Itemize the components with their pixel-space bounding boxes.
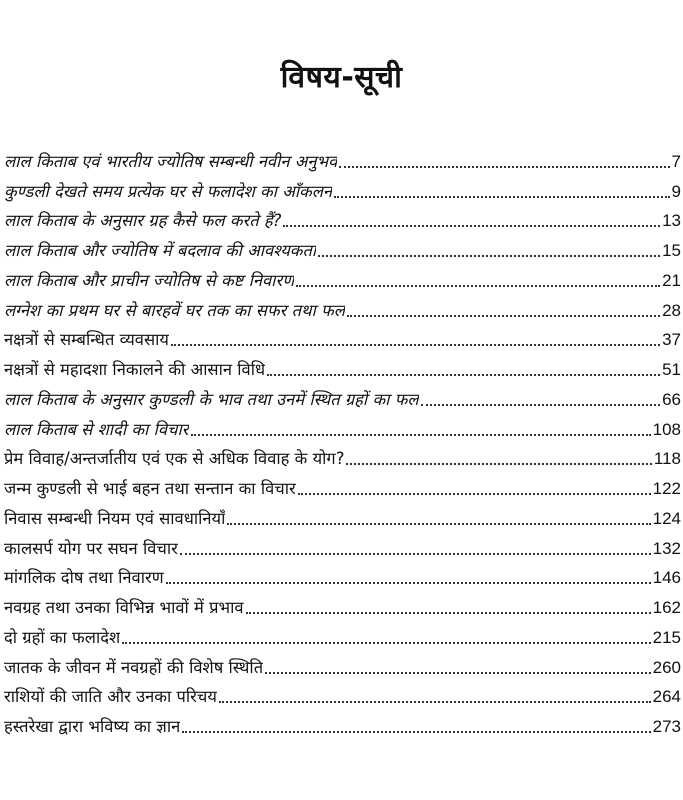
dot-leader [346, 463, 651, 465]
toc-entry [4, 619, 681, 649]
toc-page-number: 37 [662, 330, 681, 350]
dot-leader [246, 612, 651, 614]
dot-leader [182, 731, 650, 733]
toc-entry [4, 262, 681, 292]
dot-leader [171, 344, 660, 346]
toc-entry [4, 173, 681, 203]
dot-leader [265, 672, 651, 674]
toc-entry [4, 679, 681, 709]
toc-entry-title: मांगलिक दोष तथा निवारण [4, 568, 164, 588]
toc-entry-title: कुण्डली देखते समय प्रत्येक घर से फलादेश का आँकलन [4, 181, 333, 201]
toc-page-number: 108 [652, 419, 681, 439]
toc-page-number: 215 [652, 627, 681, 647]
toc-entry [4, 560, 681, 590]
toc-page-number: 122 [652, 479, 681, 498]
toc-entry [4, 322, 681, 352]
toc-page-number: 146 [652, 568, 681, 588]
toc-page-number: 162 [652, 598, 681, 617]
toc-entry [4, 649, 681, 679]
toc-entry [4, 411, 681, 441]
toc-page-number: 13 [662, 211, 681, 231]
toc-entry [4, 530, 681, 560]
toc-entry-title: जातक के जीवन में नवग्रहों की विशेष स्थिति [4, 657, 264, 677]
dot-leader [421, 404, 661, 406]
toc-page-number: 273 [652, 717, 681, 736]
toc-entry [4, 708, 681, 738]
dot-leader [318, 255, 660, 257]
dot-leader [296, 285, 660, 287]
dot-leader [180, 553, 651, 555]
toc-entry [4, 351, 681, 381]
dot-leader [166, 582, 651, 584]
toc-page-number: 21 [662, 270, 681, 290]
page-title: विषय-सूची [280, 60, 403, 95]
toc-page-number: 15 [662, 241, 681, 260]
dot-leader [298, 493, 651, 495]
toc-entry-title: प्रेम विवाह/अन्तर्जातीय एवं एक से अधिक विवाह के योग? [4, 449, 345, 469]
toc-entry [4, 441, 681, 471]
toc-entry-title: लाल किताब और प्राचीन ज्योतिष से कष्ट निवारण [4, 270, 295, 290]
toc-page-number: 132 [652, 538, 681, 558]
toc-entry-title: कालसर्प योग पर सघन विचार [4, 538, 178, 558]
dot-leader [227, 523, 650, 525]
toc-entry [4, 589, 681, 619]
toc-entry [4, 500, 681, 530]
toc-entry-title: नक्षत्रों से महादशा निकालने की आसान विधि [4, 360, 266, 379]
toc-entry-title: नवग्रह तथा उनका विभिन्न भावों में प्रभाव [4, 598, 244, 617]
toc-page-number: 264 [652, 687, 681, 707]
toc-page-number: 7 [671, 151, 681, 171]
toc-page-number: 124 [652, 508, 681, 528]
toc-entry-title: लाल किताब के अनुसार ग्रह कैसे फल करते हैं? [4, 211, 282, 231]
dot-leader [283, 225, 660, 227]
dot-leader [267, 374, 660, 376]
toc-entry-title: लाल किताब एवं भारतीय ज्योतिष सम्बन्धी नवीन अनुभव [4, 151, 338, 171]
dot-leader [122, 642, 650, 644]
toc-entry-title: राशियों की जाति और उनका परिचय [4, 687, 217, 707]
toc-entry-title: हस्तरेखा द्वारा भविष्य का ज्ञान [4, 717, 181, 736]
dot-leader [219, 701, 651, 703]
toc-entry-title: नक्षत्रों से सम्बन्धित व्यवसाय [4, 330, 169, 350]
toc-page-number: 28 [662, 300, 681, 320]
toc-entry-title: लाल किताब के अनुसार कुण्डली के भाव तथा उनमें स्थित ग्रहों का फल [4, 389, 419, 409]
toc-page-number: 260 [652, 657, 681, 677]
toc-entry-title: जन्म कुण्डली से भाई बहन तथा सन्तान का विचार [4, 479, 296, 498]
dot-leader [347, 315, 660, 317]
toc-entry [4, 203, 681, 233]
toc-entry-title: लाल किताब और ज्योतिष में बदलाव की आवश्यकता [4, 241, 317, 260]
toc-entry [4, 143, 681, 173]
toc-entry-title: निवास सम्बन्धी नियम एवं सावधानियाँ [4, 508, 226, 528]
toc-entry [4, 292, 681, 322]
dot-leader [334, 196, 669, 198]
toc-page-number: 51 [662, 360, 681, 379]
toc-entry-title: लाल किताब से शादी का विचार [4, 419, 189, 439]
dot-leader [191, 434, 651, 436]
toc-entry-title: दो ग्रहों का फलादेश [4, 627, 121, 647]
toc-entry [4, 381, 681, 411]
toc-page-number: 66 [662, 389, 681, 409]
table-of-contents [4, 143, 681, 738]
toc-page-number: 118 [653, 449, 681, 469]
dot-leader [339, 166, 669, 168]
toc-entry [4, 232, 681, 262]
toc-page-number: 9 [671, 181, 681, 201]
toc-entry [4, 470, 681, 500]
toc-entry-title: लग्नेश का प्रथम घर से बारहवें घर तक का सफर तथा फल [4, 300, 345, 320]
